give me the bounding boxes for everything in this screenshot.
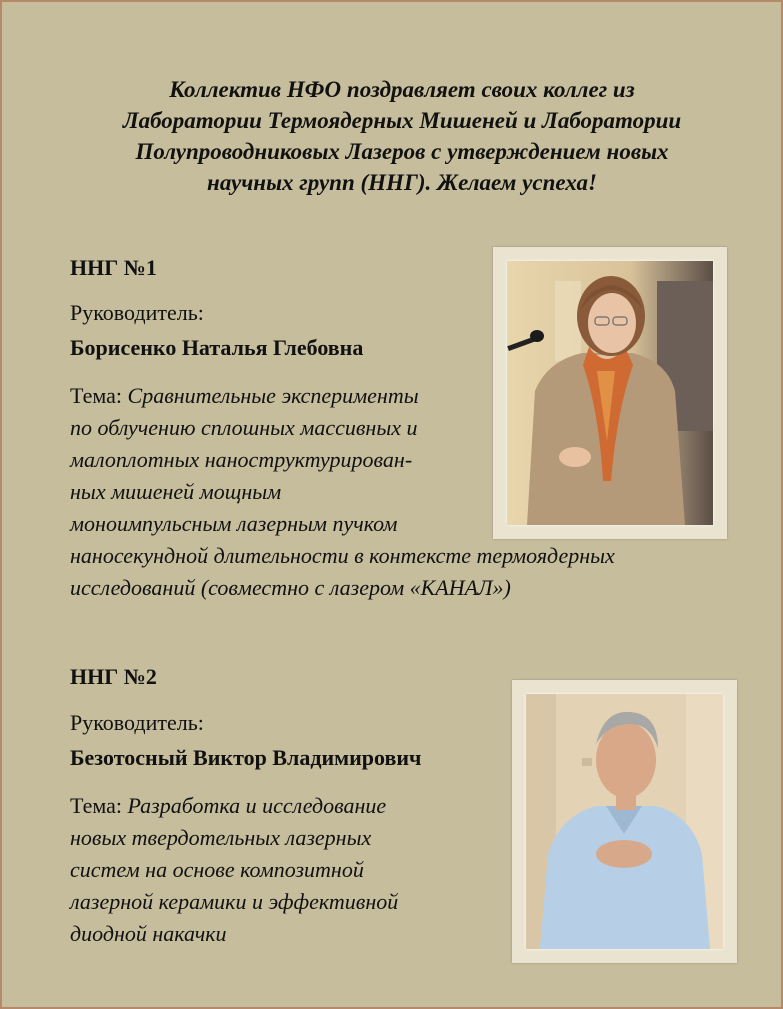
topic-line: исследований (совместно с лазером «КАНАЛ») (70, 575, 511, 600)
topic-line: систем на основе композитной (70, 857, 364, 882)
photo-frame-2 (512, 680, 737, 963)
group-2-leader-label: Руководитель: (70, 710, 204, 735)
group-1-leader-name: Борисенко Наталья Глебовна (70, 335, 364, 360)
group-1-title: ННГ №1 (70, 255, 157, 280)
group-2-topic (70, 790, 500, 950)
intro-line: Лаборатории Термоядерных Мишеней и Лаборатории (122, 108, 682, 133)
topic-line: по облучению сплошных массивных и (70, 415, 418, 440)
leader-1-photo (507, 261, 713, 525)
topic-label: Тема: (70, 793, 128, 818)
leader-2-photo (526, 694, 723, 949)
topic-line: наносекундной длительности в контексте термоядерных (70, 543, 615, 568)
topic-line: ных мишеней мощным (70, 479, 282, 504)
topic-line: новых твердотельных лазерных (70, 825, 372, 850)
intro-line: Полупроводниковых Лазеров с утверждением новых (135, 139, 669, 164)
topic-label: Тема: (70, 383, 128, 408)
intro-line: научных групп (ННГ). Желаем успеха! (207, 170, 597, 195)
topic-line: моноимпульсным лазерным пучком (70, 511, 398, 536)
photo-frame-1 (493, 247, 727, 539)
topic-line: малоплотных наноструктурирован- (70, 447, 413, 472)
congratulation-text (72, 74, 732, 198)
group-2-leader-name: Безотосный Виктор Владимирович (70, 745, 422, 770)
topic-line: лазерной керамики и эффективной (70, 889, 399, 914)
topic-line: Сравнительные эксперименты (127, 383, 419, 408)
topic-line: диодной накачки (70, 921, 227, 946)
group-2-title: ННГ №2 (70, 664, 157, 689)
topic-line: Разработка и исследование (127, 793, 387, 818)
group-1-leader-label: Руководитель: (70, 300, 204, 325)
intro-line: Коллектив НФО поздравляет своих коллег из (169, 77, 635, 102)
